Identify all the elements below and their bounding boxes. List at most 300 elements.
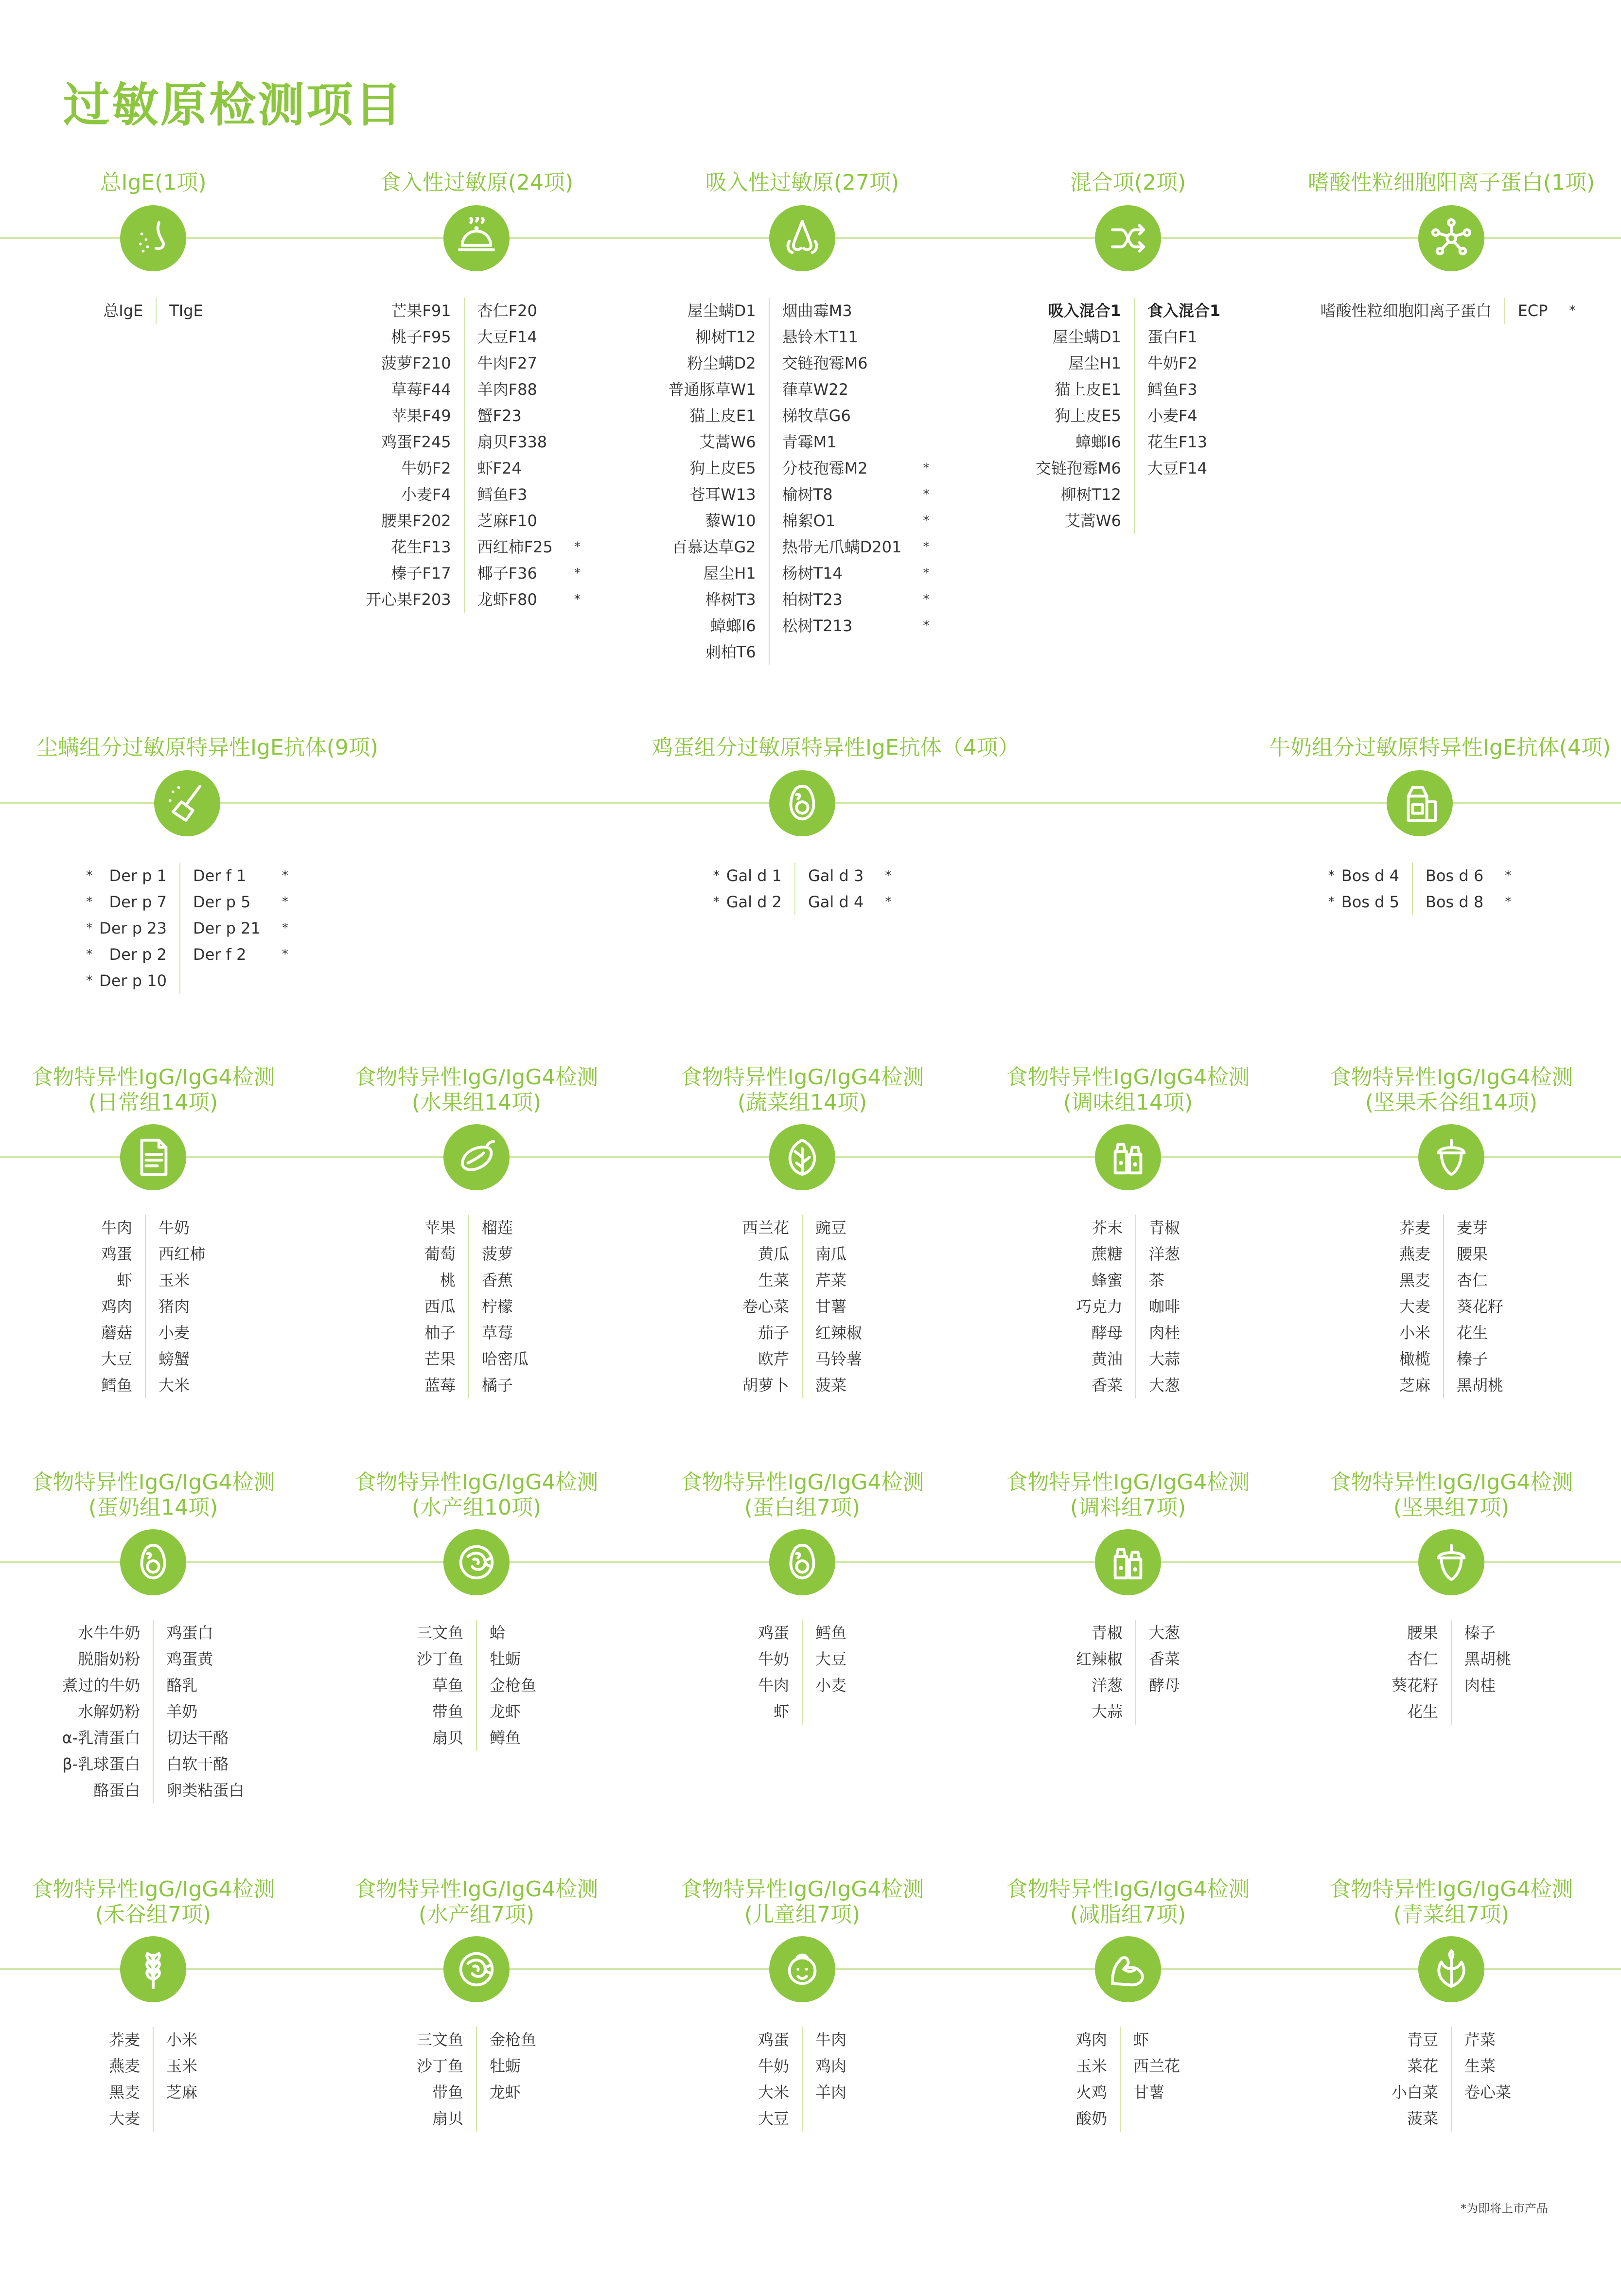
allergen-item: Gal d 2 [726,893,782,911]
item-column-right [795,863,863,915]
category-subtitle: (调味组14项) [1063,1090,1193,1115]
item-column-right [1136,1620,1180,1698]
allergen-item: 大米 [159,1376,190,1395]
allergen-item: 芝麻 [1399,1376,1430,1395]
allergen-item: 扇贝 [432,1729,463,1747]
allergen-item: 猪肉 [159,1297,190,1316]
item-column-right [770,298,902,639]
star-marker [567,508,587,534]
allergen-item: 开心果F203 [366,590,451,609]
allergen-item: 蟑螂I6 [710,617,756,635]
category-title-text: 食入性过敏原(24项) [379,170,574,195]
food-cloche-icon [443,205,510,271]
allergen-item: 梯牧草G6 [782,406,851,425]
allergen-item: 生菜 [1464,2057,1496,2075]
allergen-item: 黑麦 [1399,1271,1430,1289]
star-marker-column [863,863,898,915]
nose-icon [769,205,835,271]
nose-sneeze-icon [120,205,186,271]
item-column-left [1076,1620,1136,1725]
category-title [652,170,953,195]
allergen-item: 大麦 [108,2109,140,2128]
allergen-item: 螃蟹 [159,1350,190,1368]
allergen-item: 榛子 [1457,1350,1488,1368]
allergen-item: 青椒 [1149,1219,1181,1237]
allergen-item: 腰果F202 [381,512,451,530]
category-title [977,1065,1279,1115]
allergen-item: 屋尘螨D1 [687,301,756,320]
allergen-item: 金枪鱼 [490,1676,537,1695]
allergen-item: 总IgE [103,301,143,320]
milk-carton-icon [1387,770,1453,836]
allergen-item: 哈密瓜 [482,1350,529,1368]
item-column-right [180,863,261,968]
allergen-item: 巧克力 [1075,1297,1123,1316]
allergen-item: 小麦F4 [401,485,451,504]
item-column-left [1392,1620,1452,1725]
allergen-item: 黑胡桃 [1464,1650,1512,1668]
allergen-item: 肉桂 [1464,1676,1496,1695]
allergen-item: 麦芽 [1457,1219,1488,1237]
page-title: 过敏原检测项目 [63,78,404,132]
category-title [652,1877,953,1927]
category-subtitle: (坚果禾谷组14项) [1365,1090,1538,1115]
allergen-item: 柠檬 [482,1297,513,1316]
allergen-item: 交链孢霉M6 [782,354,868,372]
allergen-item: 水解奶粉 [78,1702,141,1721]
allergen-item: 羊肉F88 [477,380,537,399]
shuffle-icon [1095,205,1161,271]
allergen-item: 南瓜 [815,1245,847,1263]
allergen-item: 杏仁 [1457,1271,1488,1289]
allergen-item: 葎草W22 [782,380,849,399]
allergen-item: 艾蒿W6 [699,433,756,451]
allergen-item: 小麦 [159,1324,190,1342]
item-column-left [1341,863,1413,915]
allergen-item: 甘薯 [815,1297,847,1316]
star-marker-column [901,298,936,639]
item-column-right [157,298,203,324]
category-subtitle: (蔬菜组14项) [737,1090,867,1115]
allergen-item: 肉桂 [1149,1324,1181,1342]
category-subtitle: (水果组14项) [411,1090,542,1115]
item-column-left [103,298,157,324]
allergen-item: 红辣椒 [1075,1650,1123,1668]
category-title-text: 食物特异性IgG/IgG4检测 [31,1470,275,1495]
muscle-arm-icon [1095,1936,1161,2002]
spice-jars-icon [1095,1529,1161,1595]
allergen-item: 花生 [1457,1324,1488,1342]
allergen-item: 带鱼 [432,1702,463,1721]
star-marker [567,350,587,376]
item-column-right [477,2027,536,2105]
allergen-item: 咖啡 [1149,1297,1181,1316]
allergen-item: 白软干酪 [166,1755,229,1773]
allergen-item: 腰果 [1457,1245,1488,1263]
allergen-item: 大葱 [1149,1624,1181,1642]
allergen-item: 芒果 [424,1350,456,1368]
allergen-item: 菠菜 [815,1376,847,1395]
allergen-item: 牛奶 [159,1219,190,1237]
star-marker: * [923,513,930,528]
star-marker: * [923,487,930,502]
allergen-item: 红辣椒 [815,1324,863,1342]
allergen-item: 燕麦 [1399,1245,1430,1263]
allergen-item: 草莓F44 [391,380,451,399]
category-title [1301,1470,1602,1520]
allergen-item: ECP [1517,301,1548,320]
item-list [1301,1620,1602,1725]
allergen-item: Der p 7 [109,893,167,911]
allergen-item: 酵母 [1091,1324,1123,1342]
star-marker [916,376,936,403]
star-marker: * [923,618,930,633]
star-marker: * [713,895,720,909]
allergen-item: 杏仁F20 [477,301,537,320]
allergen-item: 荞麦 [1399,1219,1430,1237]
category-title [326,1877,627,1927]
allergen-item: 椰子F36 [477,564,537,583]
category-title [1301,1877,1602,1927]
allergen-item: 鸡肉 [1075,2031,1107,2049]
star-marker: * [1328,895,1335,909]
star-marker: * [923,592,930,607]
item-column-left [1036,298,1135,534]
category-title [977,1470,1279,1520]
allergen-item: 苹果F49 [391,406,451,425]
allergen-item: 艾蒿W6 [1064,512,1121,530]
category-title [652,1470,953,1520]
allergen-item: 西瓜 [424,1297,456,1316]
allergen-item: 草鱼 [432,1676,463,1695]
item-column-right [146,1215,205,1398]
allergen-item: 大豆F14 [1147,459,1207,477]
allergen-item: 分枝孢霉M2 [782,459,868,477]
star-marker: * [86,868,93,883]
category-title [326,1065,627,1115]
category-title [326,170,627,195]
category-title [1269,735,1611,760]
item-column-left [1392,2027,1452,2132]
star-marker: * [282,947,288,962]
allergen-item: β-乳球蛋白 [62,1755,141,1773]
allergen-item: 鳟鱼 [490,1729,521,1747]
allergen-item: 牛肉F27 [477,354,537,372]
allergen-item: 菠萝 [482,1245,513,1263]
category-title [36,735,379,760]
allergen-item: 芝麻F10 [477,512,537,530]
star-marker: * [86,947,93,962]
star-marker [567,324,587,350]
allergen-item: 水牛牛奶 [78,1624,141,1642]
allergen-item: Der f 1 [193,866,247,885]
dust-sweep-icon [154,770,220,836]
allergen-item: 小麦 [815,1676,847,1695]
allergen-item: 猫上皮E1 [689,406,756,425]
category-title [1301,1065,1602,1115]
category-title [2,1470,304,1520]
item-list [652,298,953,665]
allergen-item: 酵母 [1149,1676,1181,1695]
allergen-item: 大豆 [758,2109,789,2128]
allergen-item: 交链孢霉M6 [1035,459,1121,477]
allergen-item: 悬铃木T11 [782,328,858,346]
allergen-item: 甘薯 [1133,2083,1165,2102]
allergen-item: 黑麦 [108,2083,140,2102]
allergen-item: 榆树T8 [782,485,833,504]
allergen-item: 大麦 [1399,1297,1430,1316]
allergen-item: 榛子 [1464,1624,1496,1642]
category-subtitle: (水产组10项) [411,1495,542,1520]
cell-molecule-icon [1418,205,1484,271]
item-list [2,2027,304,2132]
allergen-item: 大蒜 [1091,1702,1123,1721]
allergen-item: Der p 2 [109,945,167,964]
allergen-item: 粉尘螨D2 [687,354,756,372]
star-marker: * [1505,895,1512,909]
vegetable-icon [769,1124,835,1190]
category-title-text: 嗜酸性粒细胞阳离子蛋白(1项) [1307,170,1595,195]
spice-jars-icon [1095,1124,1161,1190]
allergen-item: 猫上皮E1 [1055,380,1121,399]
category-title-text: 食物特异性IgG/IgG4检测 [1006,1877,1250,1902]
allergen-item: 屋尘H1 [703,564,756,583]
item-column-left [1076,2027,1121,2132]
star-marker: * [713,868,720,883]
allergen-item: 蘑菇 [101,1324,132,1342]
allergen-item: 大豆 [101,1350,132,1368]
star-marker: * [885,868,892,883]
star-marker: * [923,540,930,554]
allergen-item: 大蒜 [1149,1350,1181,1368]
allergen-item: 金枪鱼 [490,2031,537,2049]
allergen-item: 桦树T3 [705,590,756,609]
star-marker [567,429,587,455]
allergen-item: 切达干酪 [166,1729,229,1747]
item-column-left [1076,1215,1136,1398]
star-marker [916,350,936,376]
allergen-item: 龙虾 [490,2083,521,2102]
allergen-item: 橘子 [482,1376,513,1395]
category-title-text: 食物特异性IgG/IgG4检测 [354,1065,599,1090]
star-marker: * [574,566,581,581]
allergen-item: 沙丁鱼 [416,2057,463,2075]
allergen-item: Bos d 6 [1426,866,1484,885]
category-title-text: 食物特异性IgG/IgG4检测 [1006,1065,1250,1090]
allergen-item: 芥末 [1091,1219,1123,1237]
allergen-item: 酸奶 [1075,2109,1107,2128]
allergen-item: Gal d 3 [808,866,864,885]
item-column-left [62,1620,154,1803]
allergen-item: Der p 21 [193,919,261,937]
category-title-text: 食物特异性IgG/IgG4检测 [1329,1065,1573,1090]
item-list [652,1620,953,1725]
footnote: *为即将上市产品 [1461,2202,1548,2215]
allergen-item: 牛肉 [758,1676,789,1695]
item-column-right [803,1620,846,1698]
allergen-item: 柏树T23 [782,590,843,609]
allergen-item: 刺柏T6 [705,643,756,661]
item-column-left [1321,298,1505,324]
allergen-item: 大葱 [1149,1376,1181,1395]
allergen-item: 蓝莓 [424,1376,456,1395]
allergen-item: 腰果 [1407,1624,1438,1642]
allergen-item: 狗上皮E5 [1055,406,1121,425]
allergen-item: 青豆 [1407,2031,1438,2049]
allergen-item: 小麦F4 [1147,406,1198,425]
item-column-right [465,298,553,613]
star-marker [567,376,587,403]
allergen-item: 煮过的牛奶 [62,1676,141,1695]
egg-icon [769,1529,835,1595]
star-marker-column [261,863,295,968]
allergen-item: 柳树T12 [695,328,756,346]
allergen-item: 龙虾F80 [477,590,537,609]
allergen-item: 青椒 [1091,1624,1123,1642]
allergen-item: Der p 10 [99,971,167,990]
allergen-item: 玉米 [159,1271,190,1289]
star-marker [567,455,587,481]
shrimp-icon [443,1936,510,2002]
egg-icon [769,770,835,836]
star-marker [916,298,936,324]
allergen-item: 玉米 [1075,2057,1107,2075]
allergen-item: 桃子F95 [391,328,451,346]
allergen-item: 虾F24 [477,459,522,477]
category-subtitle: (禾谷组7项) [95,1902,211,1927]
allergen-item: 沙丁鱼 [416,1650,463,1668]
allergen-item: 生菜 [758,1271,789,1289]
category-title [977,170,1279,195]
allergen-item: 洋葱 [1149,1245,1181,1263]
item-list [652,2027,953,2132]
allergen-item: 欧芹 [758,1350,789,1368]
allergen-item: Bos d 8 [1426,893,1484,911]
allergen-item: 牛肉 [101,1219,132,1237]
item-list [1301,2027,1602,2132]
item-list [2,1215,304,1398]
allergen-item: 鳕鱼 [815,1624,847,1642]
category-title-text: 鸡蛋组分过敏原特异性IgE抗体（4项） [652,735,1020,760]
allergen-item: 三文鱼 [416,1624,463,1642]
category-subtitle: (水产组7项) [418,1902,535,1927]
allergen-item: 菠菜 [1407,2109,1438,2128]
item-column-left [101,1215,146,1398]
item-list [2,298,304,324]
allergen-item: 鳕鱼F3 [1147,380,1198,399]
item-list [652,863,953,915]
category-title-text: 混合项(2项) [1070,170,1186,195]
egg-icon [120,1529,186,1595]
allergen-item: 茄子 [758,1324,789,1342]
star-marker [916,403,936,429]
allergen-item: 三文鱼 [416,2031,463,2049]
allergen-item: 榴莲 [482,1219,513,1237]
allergen-item: 蟹F23 [477,406,522,425]
item-column-right [477,1620,536,1751]
allergen-item: 西红柿F25 [477,538,553,556]
allergen-item: 大豆F14 [477,328,537,346]
allergen-item: 芹菜 [815,1271,847,1289]
allergen-item: 鸡肉 [101,1297,132,1316]
allergen-item: 葵花籽 [1457,1297,1504,1316]
allergen-item: 食入混合1 [1147,301,1221,320]
allergen-item: 虾 [1133,2031,1149,2049]
allergen-item: 西兰花 [1133,2057,1181,2075]
allergen-item: 苍耳W13 [689,485,756,504]
category-title-text: 食物特异性IgG/IgG4检测 [1006,1470,1250,1495]
item-column-right [1121,2027,1180,2105]
allergen-item: 菠萝F210 [381,354,451,372]
allergen-item: 蛋白F1 [1147,328,1198,346]
category-title [2,1065,304,1115]
allergen-item: 普通豚草W1 [668,380,756,399]
star-marker: * [86,921,93,936]
allergen-item: 酪蛋白 [93,1781,141,1800]
item-column-left [758,1620,803,1725]
item-list [326,298,627,613]
allergen-item: 杨树T14 [782,564,843,583]
category-title-text: 食物特异性IgG/IgG4检测 [680,1065,924,1090]
category-title-text: 食物特异性IgG/IgG4检测 [1329,1470,1573,1495]
item-column-left [1399,1215,1444,1398]
item-list [326,1215,627,1398]
allergen-item: 牡蛎 [490,1650,521,1668]
allergen-item: 芝麻 [166,2083,198,2102]
allergen-item: 棉絮O1 [782,512,836,530]
allergen-item: 羊奶 [166,1702,198,1721]
item-column-left [366,298,465,613]
category-title-text: 食物特异性IgG/IgG4检测 [680,1470,924,1495]
allergen-item: TIgE [169,301,203,320]
allergen-item: 鸡蛋F245 [381,433,451,451]
item-list [977,1215,1279,1398]
allergen-item: 香菜 [1091,1376,1123,1395]
star-marker [916,324,936,350]
allergen-item: 嗜酸性粒细胞阳离子蛋白 [1320,301,1492,320]
allergen-item: 大豆 [815,1650,847,1668]
allergen-item: 玉米 [166,2057,198,2075]
category-title-text: 食物特异性IgG/IgG4检测 [1329,1877,1573,1902]
star-marker: * [282,895,288,909]
allergen-item: 洋葱 [1091,1676,1123,1695]
acorn-icon [1418,1529,1484,1595]
allergen-item: 带鱼 [432,2083,463,2102]
star-marker-column [1483,863,1518,915]
allergen-item: 橄榄 [1399,1350,1430,1368]
star-marker [567,298,587,324]
allergen-item: 屋尘H1 [1068,354,1121,372]
item-column-right [469,1215,529,1398]
allergen-item: α-乳清蛋白 [62,1729,141,1747]
item-list [326,1620,627,1751]
allergen-item: 蔗糖 [1091,1245,1123,1263]
item-column-left [726,863,795,915]
allergen-item: 吸入混合1 [1048,301,1121,320]
star-marker: * [282,921,288,936]
allergen-item: 松树T213 [782,617,853,635]
allergen-item: 鸡蛋白 [166,1624,213,1642]
wheat-icon [120,1936,186,2002]
allergen-item: 小米 [166,2031,198,2049]
star-marker-column [706,863,726,915]
allergen-item: 百慕达草G2 [671,538,756,556]
category-title [652,735,1020,760]
allergen-item: 芒果F91 [391,301,451,320]
category-title-text: 食物特异性IgG/IgG4检测 [31,1065,275,1090]
item-column-left [669,298,770,665]
star-marker-column [1321,863,1341,915]
